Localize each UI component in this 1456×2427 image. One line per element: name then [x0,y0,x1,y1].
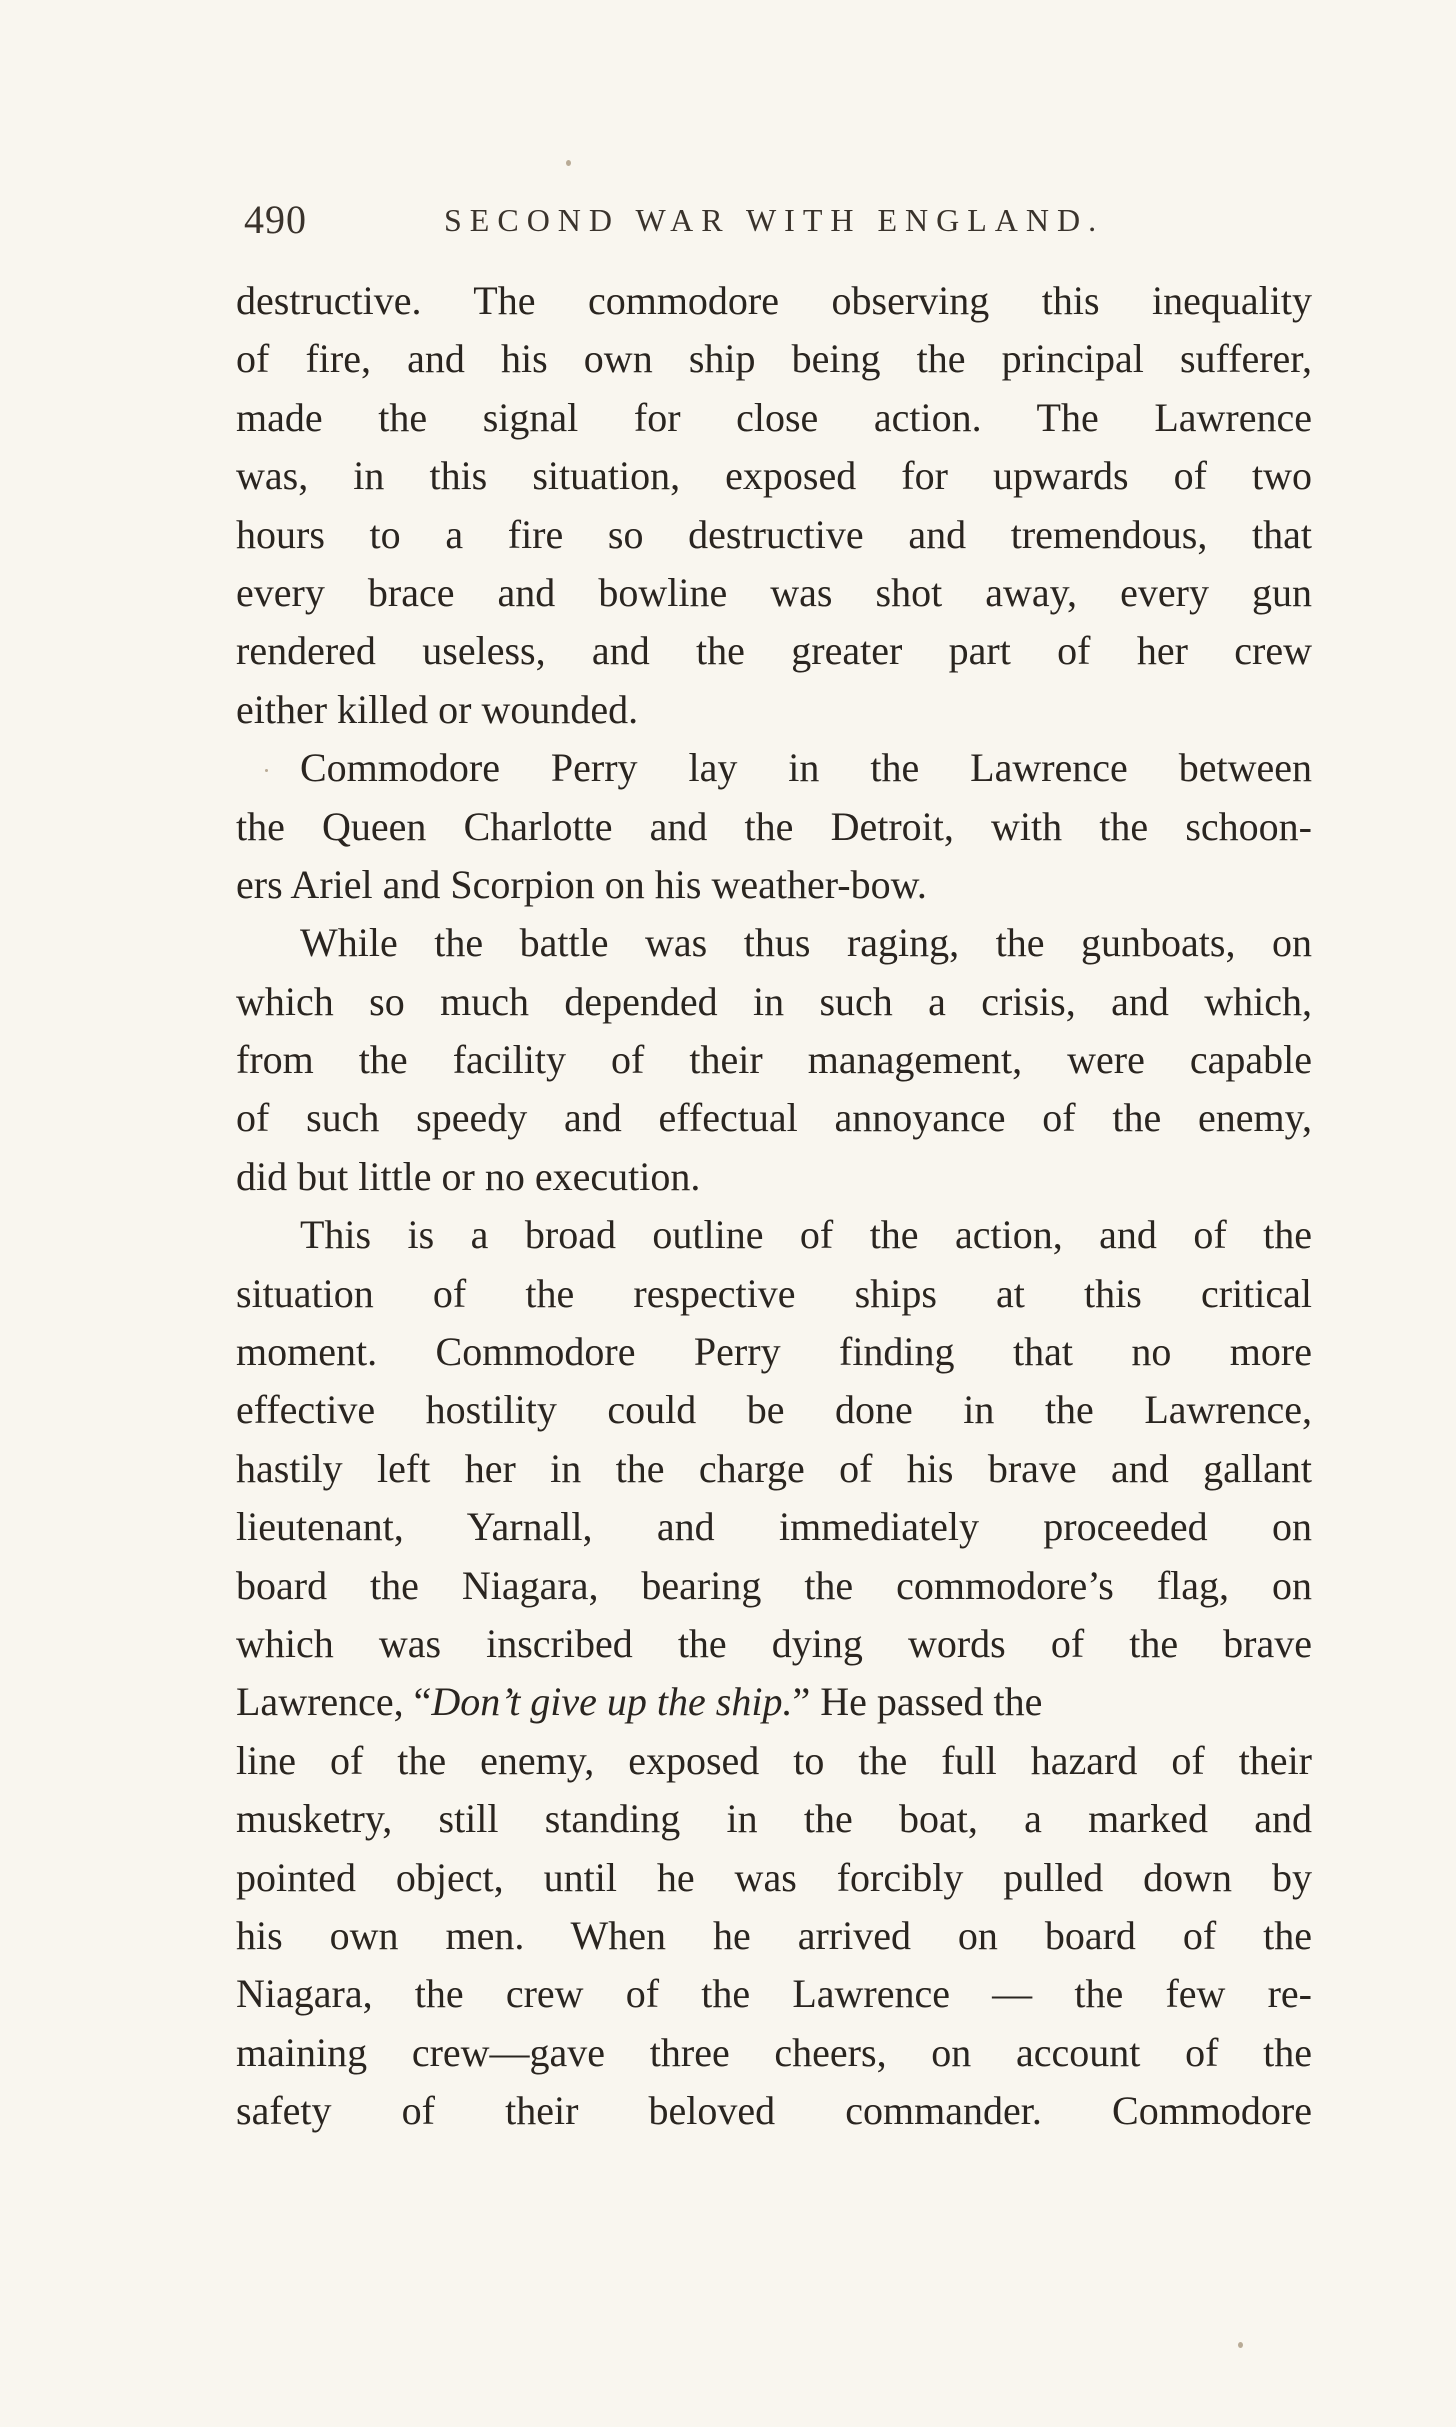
running-head: SECOND WAR WITH ENGLAND. [444,202,1105,238]
paper-speck [1238,2342,1243,2348]
page-number: 490 [244,197,307,242]
text-line: the Queen Charlotte and the Detroit, with the schoon- [236,803,1312,849]
text-line: moment. Commodore Perry finding that no more [236,1329,1312,1375]
body-text [236,272,1312,2141]
text-line: maining crew—gave three cheers, on account of the [236,2029,1312,2075]
paper-speck [566,160,571,166]
text-line: Niagara, the crew of the Lawrence — the few re- [236,1971,1312,2017]
text-line: rendered useless, and the greater part of her crew [236,628,1312,674]
text-line: safety of their beloved commander. Commodore [236,2088,1312,2134]
text-line: did but little or no execution. [236,1153,701,1199]
text-line: hastily left her in the charge of his brave and gallant [236,1445,1312,1491]
text-line: every brace and bowline was shot away, every gun [236,569,1312,615]
text-line: his own men. When he arrived on board of the [236,1912,1312,1958]
text-line: made the signal for close action. The Lawrence [236,394,1312,440]
text-line: from the facility of their management, were capable [236,1037,1312,1083]
quote-lead-in: Lawrence, “ [236,1679,432,1725]
text-line: either killed or wounded. [236,686,639,732]
page-header [244,196,1314,256]
quote-continuation: ” He passed the [792,1679,1043,1725]
text-line: musketry, still standing in the boat, a marked and [236,1796,1312,1842]
quoted-motto: Don’t give up the ship. [431,1679,793,1725]
text-line: which was inscribed the dying words of the brave [236,1620,1312,1666]
text-line: destructive. The commodore observing this inequality [236,278,1312,323]
text-line: ers Ariel and Scorpion on his weather-bow. [236,861,927,907]
paper-speck [265,769,268,772]
text-line: This is a broad outline of the action, and of the [300,1212,1312,1258]
text-line: of fire, and his own ship being the principal sufferer, [236,336,1312,382]
text-line: was, in this situation, exposed for upwards of two [236,453,1312,499]
text-line: board the Niagara, bearing the commodore’s flag, on [236,1562,1312,1608]
text-line: effective hostility could be done in the Lawrence, [236,1387,1312,1433]
text-line-with-quote [236,1673,1312,1731]
text-line: situation of the respective ships at this critical [236,1270,1312,1316]
text-line: hours to a fire so destructive and tremendous, that [236,511,1312,557]
text-line: While the battle was thus raging, the gunboats, on [300,920,1312,966]
text-line: which so much depended in such a crisis, and which, [236,978,1312,1024]
text-line: lieutenant, Yarnall, and immediately proceeded on [236,1504,1312,1550]
text-line: pointed object, until he was forcibly pulled down by [236,1854,1312,1900]
text-line: of such speedy and effectual annoyance of the enemy, [236,1095,1312,1141]
text-line: line of the enemy, exposed to the full hazard of their [236,1737,1312,1783]
text-line: Commodore Perry lay in the Lawrence between [300,745,1312,791]
